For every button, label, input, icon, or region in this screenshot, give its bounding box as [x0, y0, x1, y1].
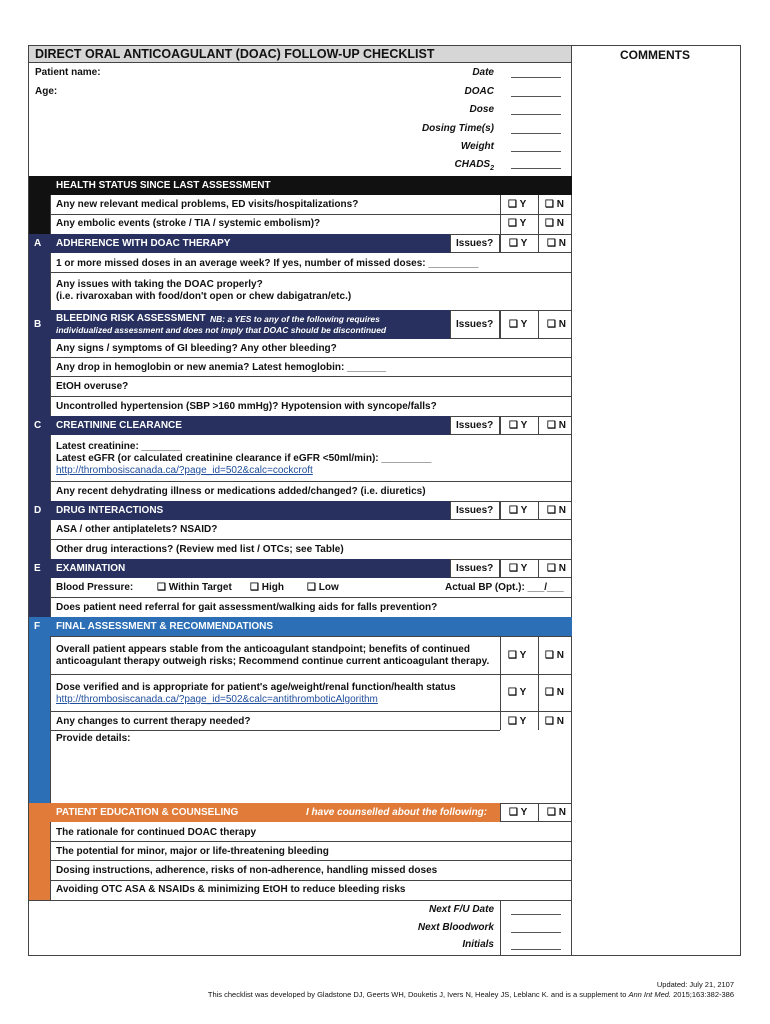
health-item-1-no[interactable]: ❑ N — [545, 199, 564, 210]
bp-label: Blood Pressure: — [56, 582, 134, 593]
education-header: PATIENT EDUCATION & COUNSELING I have counselled about the following: — [50, 803, 572, 822]
comments-column — [571, 45, 741, 956]
adherence-item-2: Any issues with taking the DOAC properly? — [56, 279, 263, 290]
strip-blue — [29, 617, 50, 803]
bleeding-item-2: Any drop in hemoglobin or new anemia? Latest hemoglobin: _______ — [56, 362, 387, 373]
adherence-yes[interactable]: ❑ Y — [500, 234, 539, 253]
details-area[interactable] — [51, 746, 571, 802]
drug-yes[interactable]: ❑ Y — [500, 501, 539, 520]
col-line — [500, 636, 501, 674]
doac-input[interactable] — [511, 96, 561, 97]
bleeding-issues: Issues? — [450, 310, 500, 339]
bleeding-heading: BLEEDING RISK ASSESSMENT — [56, 313, 206, 324]
chads2-input[interactable] — [511, 168, 561, 169]
row-line — [29, 900, 572, 901]
health-item-1: Any new relevant medical problems, ED visits/hospitalizations? — [56, 199, 359, 210]
actual-bp[interactable]: Actual BP (Opt.): ___/___ — [445, 582, 564, 593]
dosing-time-label: Dosing Time(s) — [421, 123, 494, 134]
doac-label: DOAC — [464, 86, 494, 97]
row-line — [50, 539, 572, 540]
row-line — [50, 711, 572, 712]
row-line — [50, 860, 572, 861]
bleeding-item-4: Uncontrolled hypertension (SBP >160 mmHg)? Hypotension with syncope/falls? — [56, 401, 437, 412]
final-item-2: Dose verified and is appropriate for patient's age/weight/renal function/health status — [56, 682, 456, 693]
row-line — [50, 730, 500, 731]
row-line — [50, 636, 572, 637]
adherence-no[interactable]: ❑ N — [538, 234, 572, 253]
bp-high[interactable]: ❑ High — [250, 582, 284, 593]
col-line — [538, 636, 539, 674]
section-letter-a: A — [34, 238, 42, 249]
bp-within-target[interactable]: ❑ Within Target — [157, 582, 232, 593]
health-item-2-yes[interactable]: ❑ Y — [508, 218, 527, 229]
next-bloodwork-label: Next Bloodwork — [417, 922, 494, 933]
row-line — [50, 880, 572, 881]
weight-input[interactable] — [511, 151, 561, 152]
creatinine-item-3: Any recent dehydrating illness or medications added/changed? (i.e. diuretics) — [56, 486, 426, 497]
final-item-1-no[interactable]: ❑ N — [545, 650, 564, 661]
health-item-2: Any embolic events (stroke / TIA / systemic embolism)? — [56, 218, 321, 229]
credit-text: This checklist was developed by Gladstone DJ, Geerts WH, Douketis J, Ivers N, Healey JS, Leblanc K. and is a supplement to — [207, 990, 627, 999]
next-bloodwork-input[interactable] — [511, 932, 561, 933]
credit-line — [208, 990, 734, 999]
referral-item: Does patient need referral for gait assessment/walking aids for falls prevention? — [56, 602, 438, 613]
final-item-3-no[interactable]: ❑ N — [545, 716, 564, 727]
page-title: DIRECT ORAL ANTICOAGULANT (DOAC) FOLLOW-UP CHECKLIST — [35, 47, 435, 61]
col-line — [500, 900, 501, 956]
final-assessment-header: FINAL ASSESSMENT & RECOMMENDATIONS — [50, 617, 572, 636]
final-item-1-yes[interactable]: ❑ Y — [508, 650, 527, 661]
final-item-2-no[interactable]: ❑ N — [545, 687, 564, 698]
exam-no[interactable]: ❑ N — [538, 559, 572, 578]
creatinine-item-2: Latest eGFR (or calculated creatinine clearance if eGFR <50ml/min): _________ — [56, 453, 432, 464]
row-line — [50, 481, 572, 482]
section-letter-f: F — [34, 621, 41, 632]
creatinine-no[interactable]: ❑ N — [538, 416, 572, 435]
creatinine-header: CREATININE CLEARANCE — [50, 416, 572, 435]
row-line — [50, 674, 572, 675]
drug-item-2: Other drug interactions? (Review med list / OTCs; see Table) — [56, 544, 344, 555]
examination-header: EXAMINATION — [50, 559, 572, 578]
updated-date: Updated: July 21, 2107 — [656, 980, 734, 989]
creatinine-yes[interactable]: ❑ Y — [500, 416, 539, 435]
strip-black — [29, 176, 50, 234]
bleeding-no[interactable]: ❑ N — [538, 310, 572, 339]
education-item-4: Avoiding OTC ASA & NSAIDs & minimizing EtOH to reduce bleeding risks — [56, 884, 406, 895]
chads2-label: $CHADS_2$ — [454, 159, 494, 172]
section-letter-d: D — [34, 505, 42, 516]
citation-ref: 2015;163:382-386 — [673, 990, 734, 999]
antithrombotic-link[interactable]: http://thrombosiscanada.ca/?page_id=502&calc=antithromboticAlgorithm — [56, 694, 378, 705]
dose-input[interactable] — [511, 114, 561, 115]
initials-input[interactable] — [511, 949, 561, 950]
date-label: Date — [472, 67, 494, 78]
row-line — [50, 214, 572, 215]
education-yes[interactable]: ❑ Y — [500, 803, 539, 822]
adherence-header: ADHERENCE WITH DOAC THERAPY — [50, 234, 572, 253]
bleeding-item-1: Any signs / symptoms of GI bleeding? Any other bleeding? — [56, 343, 337, 354]
initials-label: Initials — [462, 939, 494, 950]
creatinine-issues: Issues? — [450, 416, 500, 435]
drug-item-1: ASA / other antiplatelets? NSAID? — [56, 524, 218, 535]
final-item-2-yes[interactable]: ❑ Y — [508, 687, 527, 698]
education-no[interactable]: ❑ N — [538, 803, 572, 822]
exam-issues: Issues? — [450, 559, 500, 578]
patient-name-label: Patient name: — [35, 67, 101, 78]
col-line — [538, 711, 539, 730]
exam-yes[interactable]: ❑ Y — [500, 559, 539, 578]
bp-low[interactable]: ❑ Low — [307, 582, 339, 593]
row-line — [50, 357, 572, 358]
education-item-1: The rationale for continued DOAC therapy — [56, 827, 257, 838]
bleeding-yes[interactable]: ❑ Y — [500, 310, 539, 339]
final-item-1b: anticoagulant therapy outweigh risks; Recommend continue current anticoagulant therapy. — [56, 656, 490, 667]
citation-journal: Ann Int Med. — [628, 990, 672, 999]
date-input[interactable] — [511, 77, 561, 78]
row-line — [50, 376, 572, 377]
comments-label: COMMENTS — [620, 48, 690, 62]
bleeding-note-1: NB: a YES to any of the following requires — [210, 314, 380, 324]
bleeding-item-3: EtOH overuse? — [56, 381, 129, 392]
col-line — [500, 674, 501, 711]
education-item-3: Dosing instructions, adherence, risks of non-adherence, handling missed doses — [56, 865, 438, 876]
counselled-label: I have counselled about the following: — [306, 807, 488, 818]
dosing-time-input[interactable] — [511, 133, 561, 134]
section-letter-b: B — [34, 319, 42, 330]
health-item-1-yes[interactable]: ❑ Y — [508, 199, 527, 210]
adherence-issues: Issues? — [450, 234, 500, 253]
creatinine-item-1: Latest creatinine: _______ — [56, 441, 181, 452]
final-item-3-yes[interactable]: ❑ Y — [508, 716, 527, 727]
dose-label: Dose — [469, 104, 494, 115]
cockcroft-link[interactable]: http://thrombosiscanada.ca/?page_id=502&calc=cockcroft — [56, 465, 313, 476]
col-line — [500, 711, 501, 730]
row-line — [50, 841, 572, 842]
section-letter-c: C — [34, 420, 42, 431]
health-item-2-no[interactable]: ❑ N — [545, 218, 564, 229]
strip-orange — [29, 803, 50, 900]
final-item-3: Any changes to current therapy needed? — [56, 716, 251, 727]
next-fu-input[interactable] — [511, 914, 561, 915]
drug-issues: Issues? — [450, 501, 500, 520]
education-item-2: The potential for minor, major or life-threatening bleeding — [56, 846, 329, 857]
provide-details-label: Provide details: — [56, 733, 131, 744]
bleeding-note-2: individualized assessment and does not imply that DOAC should be discontinued — [56, 325, 387, 335]
section-letter-e: E — [34, 563, 41, 574]
row-line — [50, 396, 572, 397]
adherence-item-1: 1 or more missed doses in an average week? If yes, number of missed doses: _________ — [56, 258, 479, 269]
age-label: Age: — [35, 86, 58, 97]
final-item-1a: Overall patient appears stable from the anticoagulant standpoint; benefits of continued — [56, 644, 470, 655]
next-fu-label: Next F/U Date — [428, 904, 494, 915]
row-line — [50, 272, 572, 273]
adherence-item-3: (i.e. rivaroxaban with food/don't open or chew dabigatran/etc.) — [56, 291, 352, 302]
row-line — [50, 597, 572, 598]
weight-label: Weight — [460, 141, 494, 152]
drug-interactions-header: DRUG INTERACTIONS — [50, 501, 572, 520]
drug-no[interactable]: ❑ N — [538, 501, 572, 520]
col-line — [538, 674, 539, 711]
health-status-header: HEALTH STATUS SINCE LAST ASSESSMENT — [50, 176, 572, 195]
